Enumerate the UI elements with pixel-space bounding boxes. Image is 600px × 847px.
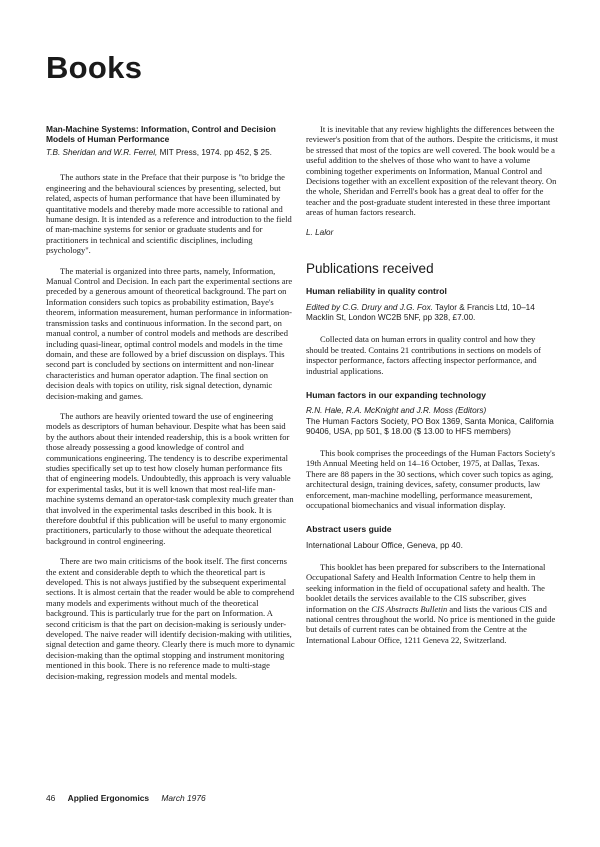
left-column (46, 124, 296, 691)
publication-info (306, 406, 558, 437)
review-byline (46, 148, 296, 158)
publication-details: The Human Factors Society, PO Box 1369, Santa Monica, California 90406, USA, pp 501, $ 18.00 ($ 13.00 to HFS members) (306, 416, 554, 436)
publication-info (306, 303, 558, 323)
issue-date: March 1976 (161, 793, 206, 803)
publication-details: Taylor & Francis Ltd, 10–14 Macklin St, London WC2B 5NF, pp 328, £7.00. (306, 302, 535, 323)
publication-body: Collected data on human errors in quality control and how they should be treated. Contains 21 contributions in sections on models of inspector performance, factors affecting inspector performance, and industrial applications. (306, 334, 541, 376)
publication-body (306, 562, 558, 645)
review-paragraph: It is inevitable that any review highlights the differences between the reviewer's position from that of the authors. Despite the criticisms, it must be stressed that most of the topics are well covered. The book would be a useful addition to the shelves of those who want to have a volume combining together experiments on Information, Manual Control and Decisions together with an excellent exposition of the relevant theory. On the whole, Sheridan and Ferrell's book has a great deal to offer for the teacher and the post-graduate student interested in these three important areas of human factors research. (306, 124, 558, 218)
right-column (306, 124, 558, 655)
publication-title: Human factors in our expanding technology (306, 389, 487, 400)
publications-heading: Publications received (306, 261, 434, 277)
review-publisher: MIT Press, 1974. pp 452, $ 25. (159, 148, 272, 158)
publication-editors: R.N. Hale, R.A. McKnight and J.R. Moss (Editors) (306, 406, 487, 416)
publication-title: Human reliability in quality control (306, 286, 447, 297)
page-number: 46 (46, 793, 56, 803)
review-paragraph: There are two main criticisms of the book itself. The first concerns the extent and considerable depth to which the theoretical part is developed. This is not always justified by the subsequent experimental sections. It is almost certain that the reader would be able to comprehend many models and experiments without much of the theoretical background. This is particularly true for the part on Information. A second criticism is that the part on decision-making is seriously under-developed. The naive reader will identify decision-making with utilities, signal detection and game theory. Clearly there is much more to dynamic decision-making than the optimal stopping and instrument monitoring mentioned in this book. There is no reference made to multi-stage decision-making, regression models and mental models. (46, 556, 295, 681)
publication-body-italic: CIS Abstracts Bulletin (371, 603, 448, 614)
journal-name: Applied Ergonomics (67, 793, 150, 803)
publication-body: This book comprises the proceedings of the Human Factors Society's 19th Annual Meeting held on 14–16 October, 1975, at Dallas, Texas. There are 88 papers in the 30 sections, which cover such topics as aging, architectural design, training devices, safety, consumer products, law enforcement, man-machine modelling, performance measurement, occupational biomechanics and visual information display. (306, 447, 555, 510)
publication-title: Abstract users guide (306, 524, 392, 535)
page-footer (46, 793, 216, 803)
review-authors: T.B. Sheridan and W.R. Ferrel, (46, 148, 158, 158)
page-title: Books (46, 50, 143, 85)
publication-body-text: This booklet has been prepared for subscribers to the International Occupational Safety and Health Information Centre to help them in seeking information in the field of occupational safety and health. The booklet details the services available to the CIS subscriber, gives information on the (306, 561, 546, 614)
publication-body-text: and lists the various CIS and national centres throughout the world. No price is mentioned in the guide but details of current rates can be obtained from the Centre at the International Labour Office, 1211 Geneva 22, Switzerland. (306, 603, 556, 645)
review-paragraph: The material is organized into three parts, namely, Information, Manual Control and Decision. In each part the experimental sections are preceded by a generous amount of theoretical background. The part on Information considers such topics as probability estimation, Baye's theorem, information measurement, human performance in information-transmission tasks and continuous information. In the second part, on manual control, a number of control models and methods are described including quasi-linear, optimal control models and models in the time domain, and these are followed by a brief discussion on displays. This second part is concluded by sections on intermittent and non-linear characteristics and human operator adaption. The final section on decision deals with topics on utility, risk signal detection, dynamic decision-making and games. (46, 265, 293, 401)
publication-details: International Labour Office, Geneva, pp 40. (306, 540, 463, 550)
reviewer-signature: L. Lalor (306, 227, 334, 237)
review-paragraph: The authors are heavily oriented toward the use of engineering models as descriptors of human behaviour. Despite what has been said by the authors about their intended readership, this is a book written for those already possessing a good knowledge of control and communications engineering. The tendency is to describe experimental studies specifically set up to test how closely human performance fits that of engineering models. Undoubtedly, this approach is very valuable for experimental tasks, but it is well known that most real-life man-machine systems demand an operator-task complexity much greater than that involved in the experimental tasks described in this book. It is therefore doubtful if this publication will be useful to many ergonomic practitioners, particularly to those without the adequate theoretical background in control engineering. (46, 410, 294, 546)
review-title: Man-Machine Systems: Information, Control and Decision Models of Human Performance (46, 124, 276, 145)
publication-editors: Edited by C.G. Drury and J.G. Fox. (306, 302, 433, 312)
review-paragraph: The authors state in the Preface that their purpose is "to bridge the engineering and the behavioural sciences by presenting, selected, but related, aspects of human performance that have been illuminated by quantitative models and thereby made more accessible to rational and humane design. It is intended as a reference and introduction to the field of man-machine systems for senior or graduate students and for practitioners in technical and scientific disciplines, including psychology". (46, 172, 292, 256)
